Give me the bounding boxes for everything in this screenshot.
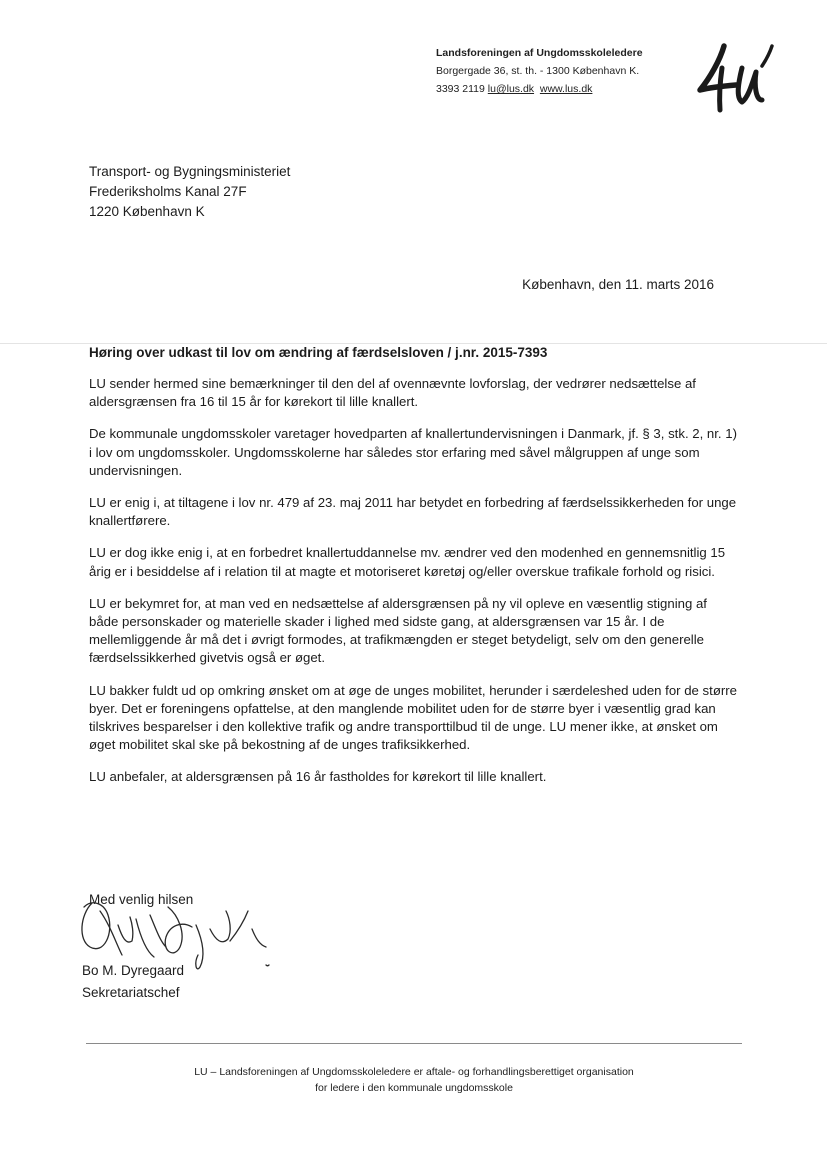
body-paragraph: LU sender hermed sine bemærkninger til den del af ovennævnte lovforslag, der vedrører nedsættelse af aldersgrænsen fra 16 til 15 år for kørekort til lille knallert. [89,376,696,410]
body-paragraph: LU bakker fuldt ud op omkring ønsket om at øge de unges mobilitet, herunder i særdeleshed uden for de større byer. Det er foreningens opfattelse, at den manglende mobilitet uden for de større byer i væsentlig grad kan tilskrives besparelser i den kollektive trafik og andre transporttilbud til de unge. LU mener ikke, at ønsket om øget mobilitet skal ske på bekostning af de unges trafiksikkerhed. [89,682,737,753]
letter-subject: Høring over udkast til lov om ændring af færdselsloven / j.nr. 2015-7393 [89,345,548,360]
footer-line: for ledere i den kommunale ungdomsskole [315,1082,513,1094]
sender-address: Borgergade 36, st. th. - 1300 København K. [436,65,640,77]
body-paragraph: LU er dog ikke enig i, at en forbedret knallertuddannelse mv. ændrer ved den modenhed en gennemsnitlig 15 årig er i besiddelse af i relation til at magte et motoriseret køretøj og/eller overskue trafikale forhold og risici. [89,545,726,579]
sender-website-link[interactable]: www.lus.dk [539,83,593,95]
body-paragraph: LU er bekymret for, at man ved en nedsættelse af aldersgrænsen på ny vil opleve en væsentlig stigning af både personskader og materielle skader i lighed med sidste gang, at aldersgrænsen var 15 år. I de mellemliggende år må det i øvrigt formodes, at trafikmængden er steget betydeligt, selv om den generelle færdselssikkerhed givetvis også er øget. [89,595,707,666]
signer-name: Bo M. Dyregaard [82,963,185,978]
sender-phone: 3393 2119 [436,83,485,95]
body-paragraph: LU anbefaler, at aldersgrænsen på 16 år fastholdes for kørekort til lille knallert. [89,769,547,785]
recipient-address [89,162,290,222]
recipient-line: 1220 København K [89,204,205,219]
recipient-line: Frederiksholms Kanal 27F [89,184,247,199]
sender-block [436,44,643,98]
closing-salutation: Med venlig hilsen [89,892,194,907]
sender-contact [436,80,643,98]
sender-org: Landsforeningen af Ungdomsskoleledere [436,47,643,59]
body-paragraph: De kommunale ungdomsskoler varetager hovedparten af knallertundervisningen i Danmark, jf. § 3, stk. 2, nr. 1) i lov om ungdomsskoler. Ungdomsskolerne har således stor erfaring med såvel målgruppen af unge som undervisningen. [89,426,737,478]
sender-email-link[interactable]: lu@lus.dk [487,83,535,95]
footer-divider [86,1043,742,1044]
recipient-line: Transport- og Bygningsministeriet [89,164,291,179]
letter-footer [86,1064,742,1096]
letter-date: København, den 11. marts 2016 [522,277,714,292]
letter-body [89,375,739,801]
lu-logo [690,38,785,118]
signer-block [82,960,184,1004]
signer-title: Sekretariatschef [82,985,180,1000]
body-paragraph: LU er enig i, at tiltagene i lov nr. 479 af 23. maj 2011 har betydet en forbedring af færdselssikkerheden for unge knallertførere. [89,495,737,529]
footer-line: LU – Landsforeningen af Ungdomsskoleledere er aftale- og forhandlingsberettiget organisation [194,1066,634,1078]
